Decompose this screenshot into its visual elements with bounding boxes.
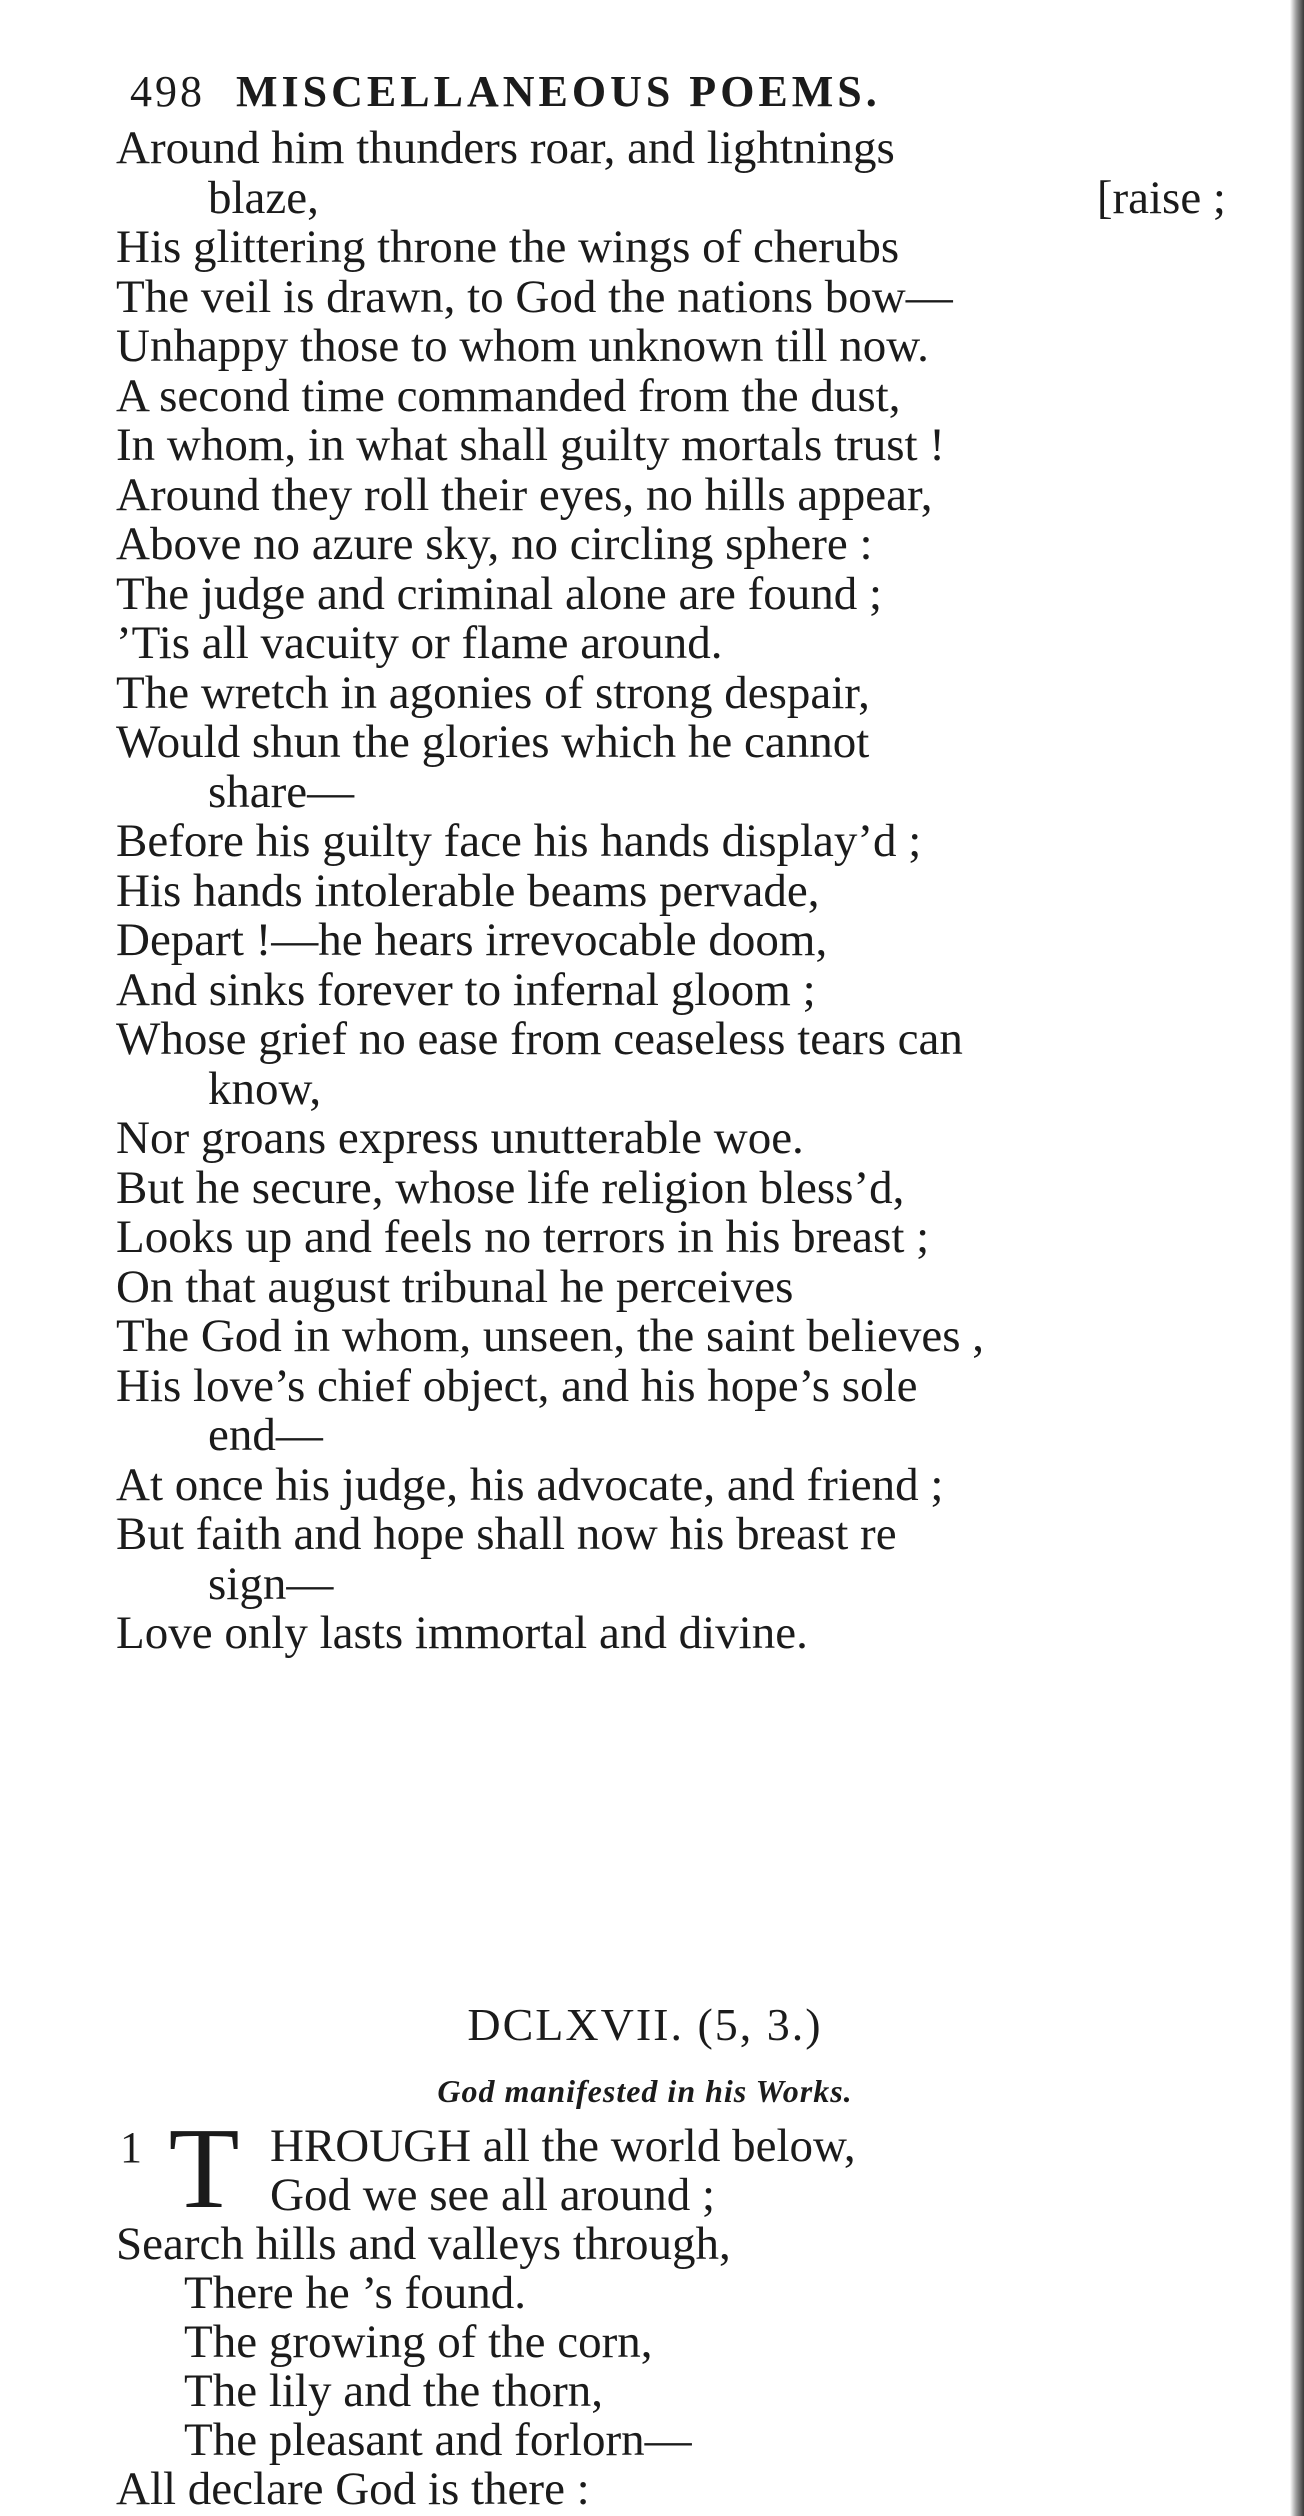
hymn-subtitle: God manifested in his Works. (437, 2073, 853, 2109)
hymn-heading: DCLXVII. (5, 3.) (467, 1999, 823, 2050)
verse-line-continued: end— (208, 1409, 323, 1461)
verse-line: The pleasant and forlorn— (184, 2414, 692, 2466)
running-title: MISCELLANEOUS POEMS. (236, 67, 881, 116)
hymn-stanza (116, 2122, 1226, 2514)
verse-line-main: blaze, (208, 171, 319, 224)
page-number: 498 (130, 67, 205, 116)
verse-line: The judge and criminal alone are found ; (116, 567, 883, 620)
verse-line: A second time commanded from the dust, (116, 369, 901, 422)
verse-line: God we see all around ; (270, 2169, 716, 2221)
verse-line: Above no azure sky, no circling sphere : (116, 518, 873, 570)
verse-line: The veil is drawn, to God the nations bow— (116, 270, 953, 323)
verse-line: Unhappy those to whom unknown till now. (116, 320, 929, 372)
verse-line: Love only lasts immortal and divine. (116, 1607, 808, 1659)
verse-line: But he secure, whose life religion bless’d, (116, 1161, 905, 1214)
verse-line: But faith and hope shall now his breast re (116, 1508, 897, 1560)
verse-line: Nor groans express unutterable woe. (116, 1112, 804, 1164)
verse-line-continued: know, (208, 1062, 322, 1115)
verse-line: HROUGH all the world below, (270, 2120, 856, 2172)
verse-line: The lily and the thorn, (184, 2365, 603, 2417)
verse-line: His love’s chief object, and his hope’s sole (116, 1359, 918, 1412)
verse-line: The growing of the corn, (184, 2316, 653, 2368)
page-edge (1290, 0, 1304, 2516)
verse-line (116, 171, 1226, 224)
verse-line: On that august tribunal he perceives (116, 1260, 794, 1313)
verse-line: Would shun the glories which he cannot (116, 716, 870, 768)
verse-line: ’Tis all vacuity or flame around. (116, 617, 723, 669)
verse-line: His hands intolerable beams pervade, (116, 864, 820, 917)
verse-line: His glittering throne the wings of cherubs (116, 221, 900, 273)
verse-line: And sinks forever to infernal gloom ; (116, 963, 816, 1016)
verse-line: The God in whom, unseen, the saint believes , (116, 1310, 985, 1362)
drop-cap: T (168, 2105, 240, 2233)
verse-line: All declare God is there : (116, 2463, 590, 2515)
verse-line: There he ’s found. (184, 2267, 526, 2319)
poem-continuation (116, 124, 1226, 1659)
verse-line: Looks up and feels no terrors in his breast ; (116, 1211, 930, 1263)
stanza-number: 1 (120, 2123, 142, 2172)
verse-line: Around him thunders roar, and lightnings (116, 122, 895, 174)
verse-line-turnover: [raise ; (1096, 171, 1226, 224)
verse-line: Around they roll their eyes, no hills appear, (116, 468, 933, 521)
running-header (130, 66, 1030, 118)
verse-line-continued: sign— (208, 1557, 334, 1610)
verse-line: Search hills and valleys through, (116, 2218, 731, 2270)
verse-line: Whose grief no ease from ceaseless tears can (116, 1013, 963, 1065)
verse-line: Before his guilty face his hands display’d ; (116, 815, 922, 867)
verse-line-continued: share— (208, 765, 355, 818)
verse-line: At once his judge, his advocate, and friend ; (116, 1458, 944, 1511)
verse-line: In whom, in what shall guilty mortals trust ! (116, 419, 945, 471)
verse-line: The wretch in agonies of strong despair, (116, 666, 870, 719)
verse-line: Depart !—he hears irrevocable doom, (116, 914, 828, 966)
